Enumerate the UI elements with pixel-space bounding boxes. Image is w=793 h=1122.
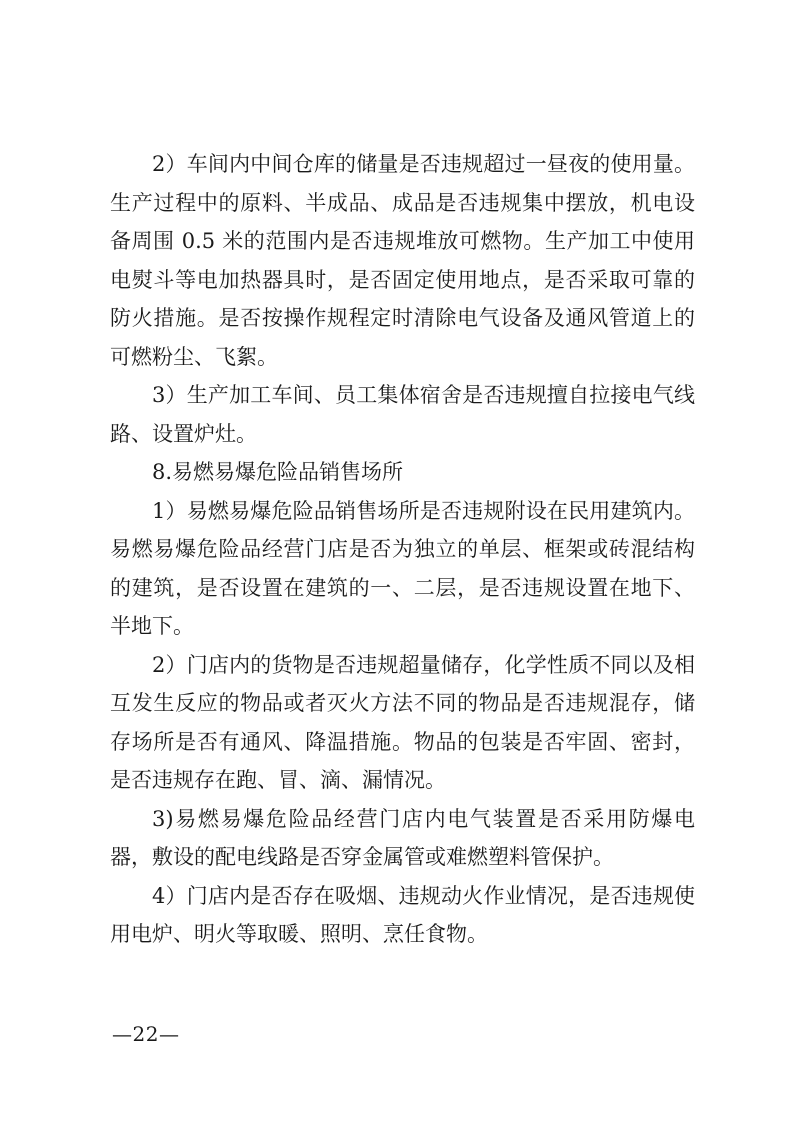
page-number: —22— (112, 1022, 180, 1046)
body-text (110, 145, 695, 954)
paragraph-store-location: 1）易燃易爆危险品销售场所是否违规附设在民用建筑内。易燃易爆危险品经营门店是否为独立的单层、框架或砖混结构的建筑，是否设置在建筑的一、二层，是否违规设置在地下、半地下。 (110, 498, 695, 638)
paragraph-fire-use: 4）门店内是否存在吸烟、违规动火作业情况，是否违规使用电炉、明火等取暖、照明、烹任食物。 (110, 883, 695, 946)
section-heading-hazardous-sales: 8.易燃易爆危险品销售场所 (152, 460, 404, 484)
paragraph-electrical: 3)易燃易爆危险品经营门店内电气装置是否采用防爆电器，敷设的配电线路是否穿金属管或难燃塑料管保护。 (110, 806, 695, 869)
paragraph-workshop-wiring: 3）生产加工车间、员工集体宿舍是否违规擅自拉接电气线路、设置炉灶。 (110, 383, 695, 446)
paragraph-goods-storage: 2）门店内的货物是否违规超量储存，化学性质不同以及相互发生反应的物品或者灭火方法不同的物品是否违规混存，储存场所是否有通风、降温措施。物品的包装是否牢固、密封，是否违规存在跑、冒、滴、漏情况。 (110, 652, 695, 792)
paragraph-workshop-storage: 2）车间内中间仓库的储量是否违规超过一昼夜的使用量。生产过程中的原料、半成品、成品是否违规集中摆放，机电设备周围 0.5 米的范围内是否违规堆放可燃物。生产加工中使用电熨斗等电加热器具时，是否固定使用地点，是否采取可靠的防火措施。是否按操作规程定时清除电气设备及通风管道上的可燃粉尘、飞絮。 (110, 152, 695, 369)
